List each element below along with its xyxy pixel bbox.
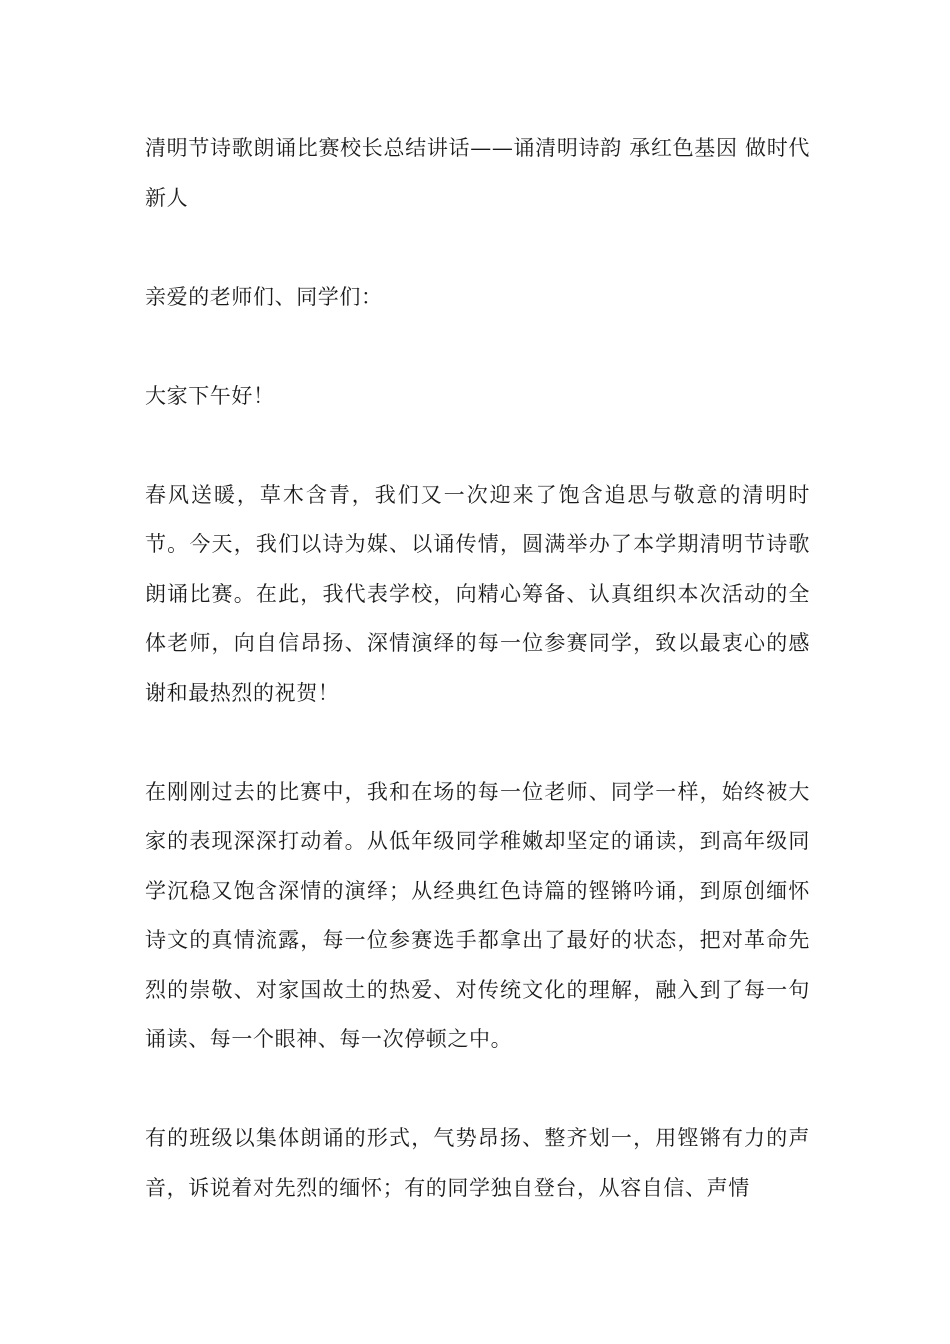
- document-title: 清明节诗歌朗诵比赛校长总结讲话——诵清明诗韵 承红色基因 做时代新人: [145, 136, 810, 210]
- salutation: 亲爱的老师们、同学们：: [145, 284, 383, 309]
- body-paragraph: 有的班级以集体朗诵的形式，气势昂扬、整齐划一，用铿锵有力的声音，诉说着对先烈的缅怀；有的同学独自登台，从容自信、声情: [145, 1126, 810, 1200]
- document-page: [145, 124, 810, 1213]
- body-paragraph: 在刚刚过去的比赛中，我和在场的每一位老师、同学一样，始终被大家的表现深深打动着。从低年级同学稚嫩却坚定的诵读，到高年级同学沉稳又饱含深情的演绎；从经典红色诗篇的铿锵吟诵，到原创缅怀诗文的真情流露，每一位参赛选手都拿出了最好的状态，把对革命先烈的崇敬、对家国故土的热爱、对传统文化的理解，融入到了每一句诵读、每一个眼神、每一次停顿之中。: [145, 779, 810, 1051]
- body-paragraph: 春风送暖，草木含青，我们又一次迎来了饱含追思与敬意的清明时节。今天，我们以诗为媒、以诵传情，圆满举办了本学期清明节诗歌朗诵比赛。在此，我代表学校，向精心筹备、认真组织本次活动的全体老师，向自信昂扬、深情演绎的每一位参赛同学，致以最衷心的感谢和最热烈的祝贺！: [145, 482, 810, 705]
- greeting: 大家下午好！: [145, 383, 275, 408]
